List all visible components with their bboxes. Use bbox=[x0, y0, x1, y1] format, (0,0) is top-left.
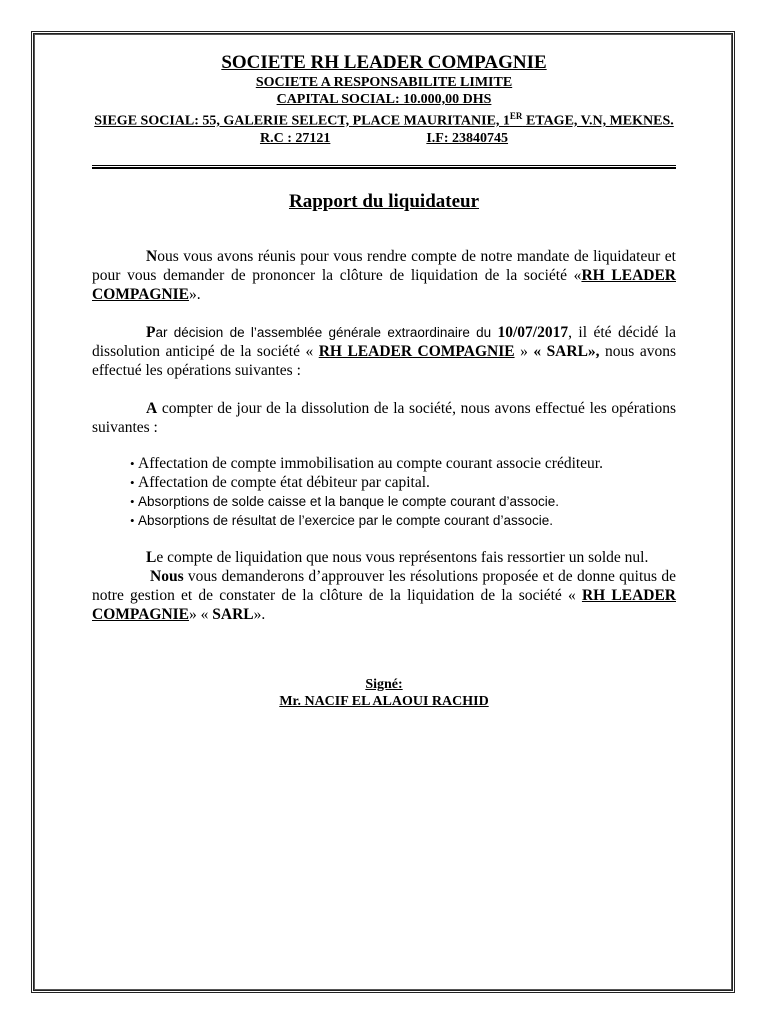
siege-sup: ER bbox=[509, 111, 523, 121]
operations-list bbox=[92, 454, 676, 530]
p5-sarl: SARL bbox=[212, 605, 254, 623]
paragraph-4 bbox=[92, 548, 676, 567]
p2-sarl: « SARL», bbox=[533, 342, 600, 360]
bullet-icon: • bbox=[130, 493, 135, 509]
paragraph-2 bbox=[92, 323, 676, 380]
document-title: Rapport du liquidateur bbox=[288, 190, 480, 212]
list-item: • Absorptions de résultat de l’exercice par le compte courant d’associe. bbox=[130, 512, 553, 528]
bullet-icon: • bbox=[130, 512, 135, 528]
signature-label: Signé: bbox=[365, 676, 403, 692]
p5-text1: vous demanderons d’approuver les résolutions proposée et de donne quitus de notre gestion et de constater de la clôture de la liquidation de la société « bbox=[92, 567, 676, 604]
siege-part1: SIEGE SOCIAL: 55, GALERIE SELECT, PLACE MAURITANIE, 1 bbox=[94, 113, 510, 129]
paragraph-5 bbox=[92, 567, 676, 624]
bullet-icon: • bbox=[130, 474, 135, 490]
document-page bbox=[92, 52, 676, 710]
p4-text: e compte de liquidation que nous vous représentons fais ressortier un solde nul. bbox=[156, 548, 649, 566]
capital-social: CAPITAL SOCIAL: 10.000,00 DHS bbox=[276, 92, 492, 107]
company-name: SOCIETE RH LEADER COMPAGNIE bbox=[221, 52, 547, 73]
p2-company: RH LEADER COMPAGNIE bbox=[318, 342, 515, 360]
legal-form: SOCIETE A RESPONSABILITE LIMITE bbox=[255, 75, 513, 90]
p2-text4: nous avons effectué les opérations suivantes : bbox=[92, 342, 676, 379]
p2-text2: , il été décidé la dissolution anticipé de la société « bbox=[92, 323, 676, 360]
siege-social bbox=[92, 108, 676, 130]
header-separator bbox=[92, 165, 676, 169]
p2-lead: P bbox=[146, 323, 156, 341]
siege-part2: ETAGE, V.N, MEKNES. bbox=[522, 113, 674, 129]
p5-company: RH LEADER COMPAGNIE bbox=[92, 586, 676, 623]
p2-date: 10/07/2017 bbox=[497, 323, 569, 341]
rc-number: R.C : 27121 bbox=[259, 130, 331, 146]
paragraph-3 bbox=[92, 399, 676, 437]
p5-text3: ». bbox=[253, 605, 266, 623]
p1-text: ous vous avons réunis pour vous rendre compte de notre mandate de liquidateur et pour vous demander de prononcer la clôture de liquidation de la société « bbox=[92, 247, 676, 284]
p1-lead: N bbox=[146, 247, 158, 265]
bullet-icon: • bbox=[130, 455, 135, 471]
list-item: • Affectation de compte immobilisation au compte courant associe créditeur. bbox=[130, 454, 603, 472]
p4-lead: L bbox=[146, 548, 157, 566]
p3-text: compter de jour de la dissolution de la société, nous avons effectué les opérations suivantes : bbox=[92, 399, 676, 436]
p1-company: RH LEADER COMPAGNIE bbox=[92, 266, 676, 303]
p2-text1: ar décision de l’assemblée générale extraordinaire du bbox=[155, 324, 498, 340]
if-number: I.F: 23840745 bbox=[426, 130, 509, 146]
p1-end: ». bbox=[189, 285, 201, 303]
list-item: • Affectation de compte état débiteur par capital. bbox=[130, 473, 430, 491]
signatory-name: Mr. NACIF EL ALAOUI RACHID bbox=[279, 693, 489, 709]
paragraph-1 bbox=[92, 247, 676, 304]
p2-text3: » bbox=[514, 342, 528, 360]
p3-lead: A bbox=[146, 399, 158, 417]
list-item: • Absorptions de solde caisse et la banque le compte courant d’associe. bbox=[130, 493, 560, 509]
p5-lead: Nous bbox=[150, 567, 184, 585]
p5-text2: » « bbox=[189, 605, 213, 623]
registration-line bbox=[92, 130, 676, 147]
